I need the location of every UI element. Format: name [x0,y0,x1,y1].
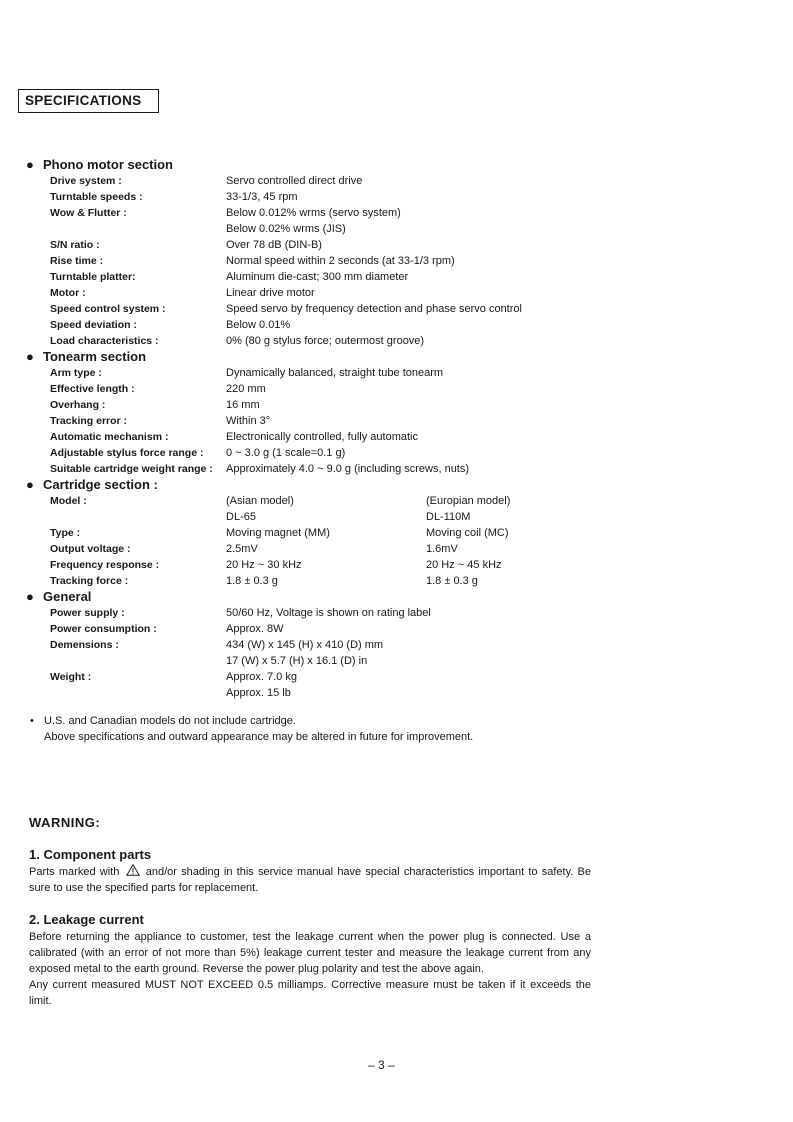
bullet-icon: ● [26,477,34,492]
spec-value: Moving magnet (MM) [226,527,330,539]
spec-row [26,189,766,205]
spec-row [26,557,766,573]
warning-triangle-icon [126,864,140,876]
spec-value: Speed servo by frequency detection and phase servo control [226,303,522,315]
leakage-current-heading: 2. Leakage current [29,912,144,927]
spec-label: Tracking force : [50,575,129,587]
section-title: Cartridge section : [43,477,158,492]
spec-value: Within 3° [226,415,271,427]
component-parts-heading: 1. Component parts [29,847,152,862]
spec-label: Turntable platter: [50,271,136,283]
spec-row [26,461,766,477]
spec-value: 33-1/3, 45 rpm [226,191,298,203]
spec-row [26,493,766,509]
spec-label: Wow & Flutter : [50,207,127,219]
spec-row [26,669,766,685]
spec-row [26,381,766,397]
spec-row [26,653,766,669]
spec-value: Below 0.02% wrms (JIS) [226,223,346,235]
spec-value: 16 mm [226,399,260,411]
spec-value-europe: 1.8 ± 0.3 g [426,575,478,587]
spec-label: Output voltage : [50,543,131,555]
spec-label: Rise time : [50,255,104,267]
spec-label: Speed deviation : [50,319,137,331]
spec-row [26,269,766,285]
component-text-before: Parts marked with [29,866,120,878]
section-title: Tonearm section [43,349,147,364]
leakage-current-text: Before returning the appliance to customer, test the leakage current when the power plug is connected. Use a calibrated (with an error of not more than 5%) leakage current tester and measure the leakage current from any exposed metal to the earth ground. Reverse the power plug polarity and test the above again. [29,931,591,975]
spec-value: 2.5mV [226,543,258,555]
spec-row [26,397,766,413]
spec-value: Approx. 8W [226,623,284,635]
spec-row [26,301,766,317]
spec-row [26,365,766,381]
spec-value: DL-65 [226,511,256,523]
spec-value-europe: DL-110M [426,511,471,523]
specification-notes [30,713,473,745]
component-parts-text [29,864,591,896]
spec-row [26,333,766,349]
spec-value: Servo controlled direct drive [226,175,363,187]
bullet-icon: ● [26,157,34,172]
spec-label [26,509,226,525]
spec-value: Normal speed within 2 seconds (at 33-1/3 rpm) [226,255,455,267]
spec-label: Power consumption : [50,623,157,635]
spec-value: 220 mm [226,383,266,395]
spec-label: Tracking error : [50,415,128,427]
spec-label: Power supply : [50,607,125,619]
spec-row [26,525,766,541]
component-text-after: and/or shading in this service manual have special characteristics important to safety. Be sure to use the specified parts for replacement. [29,866,592,894]
spec-label: Weight : [50,671,92,683]
spec-value: Aluminum die-cast; 300 mm diameter [226,271,409,283]
spec-value: Approx. 7.0 kg [226,671,297,683]
bullet-icon: ● [26,589,34,604]
spec-label: S/N ratio : [50,239,100,251]
spec-value: 50/60 Hz, Voltage is shown on rating label [226,607,431,619]
spec-label: Arm type : [50,367,102,379]
spec-row [26,429,766,445]
spec-label: Turntable speeds : [50,191,143,203]
spec-value: 434 (W) x 145 (H) x 410 (D) mm [226,639,384,651]
spec-row [26,573,766,589]
leakage-current-limit-text: Any current measured MUST NOT EXCEED 0.5 milliamps. Corrective measure must be taken if it exceeds the limit. [29,979,591,1007]
section-title: General [43,589,92,604]
spec-row [26,605,766,621]
spec-value-europe: 20 Hz ~ 45 kHz [426,559,502,571]
spec-label: Drive system : [50,175,122,187]
page-number: – 3 – [368,1058,395,1072]
spec-value: (Asian model) [226,495,294,507]
note-item [30,713,473,729]
spec-row [26,221,766,237]
section-heading [26,157,766,173]
spec-row [26,173,766,189]
spec-value: Dynamically balanced, straight tube tonearm [226,367,444,379]
section-heading [26,477,766,493]
spec-label: Speed control system : [50,303,166,315]
spec-value: 1.8 ± 0.3 g [226,575,278,587]
spec-label: Motor : [50,287,86,299]
spec-label: Effective length : [50,383,135,395]
spec-value: Over 78 dB (DIN-B) [226,239,322,251]
spec-label: Demensions : [50,639,119,651]
section-heading [26,589,766,605]
spec-row [26,317,766,333]
spec-value: Below 0.012% wrms (servo system) [226,207,401,219]
note-text: U.S. and Canadian models do not include cartridge. [44,715,296,727]
spec-row [26,621,766,637]
specifications-title: SPECIFICATIONS [18,89,159,113]
spec-row [26,413,766,429]
spec-row [26,237,766,253]
spec-label: Adjustable stylus force range : [50,447,204,459]
spec-row [26,445,766,461]
spec-value: Approx. 15 lb [226,687,291,699]
spec-label: Automatic mechanism : [50,431,169,443]
spec-value: Linear drive motor [226,287,315,299]
warning-title: WARNING: [29,815,101,830]
spec-row [26,285,766,301]
warning-section [29,815,591,1009]
spec-label: Type : [50,527,81,539]
section-heading [26,349,766,365]
spec-label: Frequency response : [50,559,160,571]
bullet-icon: ● [26,349,34,364]
spec-label [26,685,226,701]
note-text: Above specifications and outward appearance may be altered in future for improvement. [44,731,474,743]
spec-label [26,221,226,237]
spec-label: Overhang : [50,399,106,411]
spec-label: Load characteristics : [50,335,159,347]
spec-row [26,637,766,653]
spec-value: Below 0.01% [226,319,291,331]
spec-value: 20 Hz ~ 30 kHz [226,559,302,571]
spec-value-europe: Moving coil (MC) [426,527,509,539]
spec-value: 0% (80 g stylus force; outermost groove) [226,335,425,347]
bullet-icon: • [30,715,34,727]
spec-row [26,509,766,525]
spec-label: Suitable cartridge weight range : [50,463,213,475]
spec-row [26,685,766,701]
spec-row [26,205,766,221]
spec-row [26,253,766,269]
spec-value-europe: 1.6mV [426,543,458,555]
spec-label: Model : [50,495,87,507]
spec-value: Approximately 4.0 ~ 9.0 g (including screws, nuts) [226,463,470,475]
section-title: Phono motor section [43,157,173,172]
spec-value: 17 (W) x 5.7 (H) x 16.1 (D) in [226,655,368,667]
spec-value-europe: (Europian model) [426,495,511,507]
spec-label [26,653,226,669]
spec-value: Electronically controlled, fully automatic [226,431,418,443]
spec-value: 0 ~ 3.0 g (1 scale=0.1 g) [226,447,346,459]
spec-row [26,541,766,557]
specifications-list [26,157,766,701]
